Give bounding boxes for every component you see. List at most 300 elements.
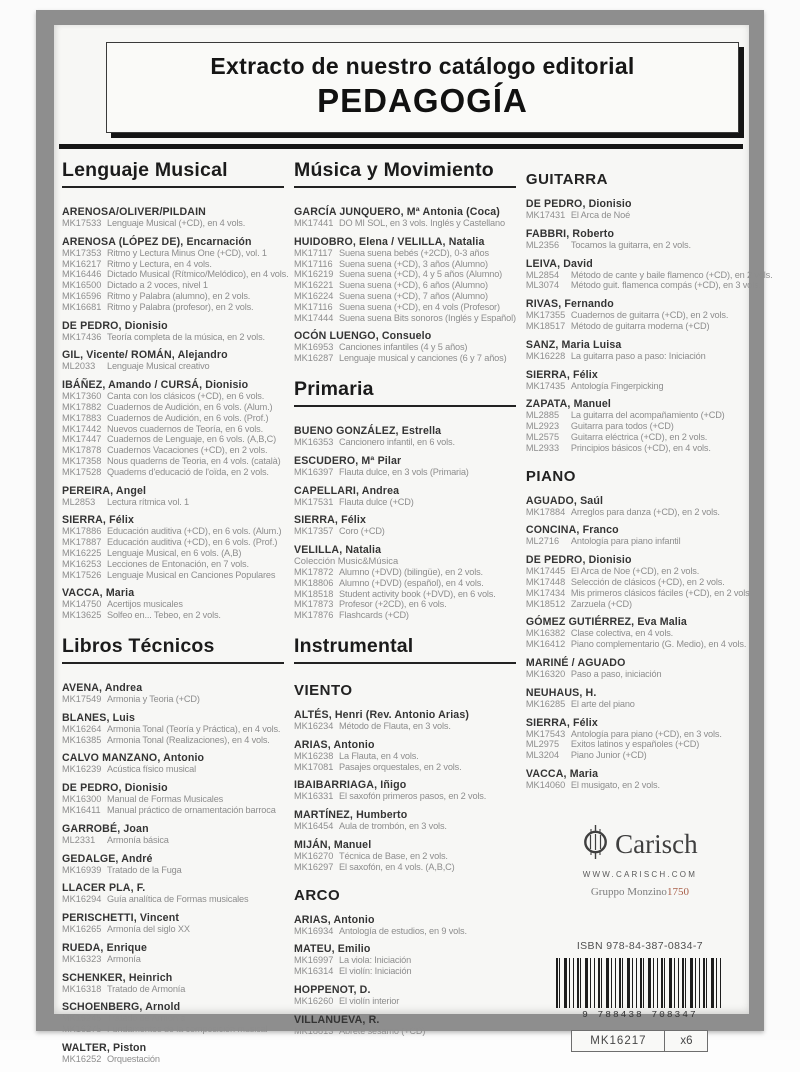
catalog-entry bbox=[526, 616, 754, 650]
item-code: MK16228 bbox=[525, 350, 566, 361]
catalog-entry bbox=[62, 882, 284, 905]
catalog-column-2 bbox=[294, 157, 516, 1072]
catalog-item bbox=[62, 1054, 284, 1065]
item-title: Suena suena (+CD), 4 y 5 años (Alumno) bbox=[339, 269, 503, 280]
item-title: Paso a paso, iniciación bbox=[570, 668, 662, 679]
item-title: Aula de trombón, en 3 vols. bbox=[339, 821, 447, 832]
catalog-entry bbox=[62, 485, 284, 508]
catalog-item bbox=[526, 780, 754, 791]
item-title: Student activity book (+DVD), en 6 vols. bbox=[339, 588, 496, 599]
catalog-entry bbox=[294, 330, 516, 364]
item-code: ML2885 bbox=[525, 410, 560, 421]
catalog-item bbox=[62, 924, 284, 935]
catalog-item bbox=[526, 699, 754, 710]
catalog-item bbox=[62, 724, 284, 735]
entry-author: OCÓN LUENGO, Consuelo bbox=[294, 330, 432, 343]
item-code: MK17448 bbox=[525, 576, 566, 587]
catalog-entry bbox=[294, 485, 516, 508]
item-code: MK16253 bbox=[62, 558, 102, 569]
item-title: Lenguaje Musical (+CD), en 4 vols. bbox=[107, 218, 246, 228]
item-code: MK17872 bbox=[294, 566, 334, 577]
catalog-entry bbox=[62, 682, 284, 705]
catalog-item bbox=[294, 851, 516, 862]
item-code: MK16265 bbox=[62, 924, 102, 935]
catalog-entry bbox=[62, 1042, 284, 1065]
item-title: Armonia Tonal (Realizaciones), en 4 vols. bbox=[107, 734, 270, 745]
item-title: Dictado a 2 voces, nivel 1 bbox=[107, 280, 208, 291]
entry-author: ALTÉS, Henri (Rev. Antonio Arias) bbox=[294, 708, 470, 721]
catalog-entry bbox=[526, 687, 754, 710]
item-title: Lenguaje Musical creativo bbox=[107, 361, 210, 372]
item-title: Guía analítica de Formas musicales bbox=[107, 894, 249, 905]
item-code: MK17117 bbox=[294, 247, 333, 258]
catalog-entry bbox=[62, 1001, 284, 1035]
entry-author: SCHENKER, Heinrich bbox=[62, 971, 173, 984]
item-title: El saxofón, en 4 vols. (A,B,C) bbox=[339, 861, 455, 872]
item-title: Quaderns d'educació de l'oïda, en 2 vols. bbox=[107, 466, 269, 477]
item-title: Orquestación bbox=[107, 1054, 160, 1065]
item-title: Piano Junior (+CD) bbox=[570, 750, 647, 761]
item-title: Selección de clásicos (+CD), en 2 vols. bbox=[570, 576, 725, 587]
item-code: MK17887 bbox=[62, 537, 102, 548]
item-code: MK17876 bbox=[294, 610, 334, 621]
isbn-label: ISBN 978-84-387-0834-7 bbox=[576, 939, 703, 952]
entry-author: VACCA, Maria bbox=[62, 587, 135, 600]
catalog-item bbox=[62, 735, 284, 746]
page-title: PEDAGOGÍA bbox=[317, 82, 528, 119]
catalog-item bbox=[294, 313, 516, 324]
catalog-item bbox=[62, 218, 284, 229]
item-code: MK16239 bbox=[62, 764, 102, 775]
catalog-entry bbox=[62, 972, 284, 995]
catalog-item bbox=[526, 577, 754, 588]
catalog-entry bbox=[526, 228, 754, 251]
item-title: Principios básicos (+CD), en 4 vols. bbox=[570, 442, 711, 453]
item-code: MK16681 bbox=[62, 301, 102, 312]
catalog-entry bbox=[62, 320, 284, 343]
item-code: MK16287 bbox=[294, 353, 334, 364]
entry-author: RUEDA, Enrique bbox=[62, 941, 148, 954]
entry-author: ARENOSA (LÓPEZ DE), Encarnación bbox=[62, 235, 252, 248]
catalog-entry bbox=[294, 779, 516, 802]
catalog-entry bbox=[526, 717, 754, 761]
item-title: Fundamentos de la composición musical bbox=[107, 1024, 268, 1035]
catalog-item bbox=[526, 669, 754, 680]
catalog-item bbox=[62, 332, 284, 343]
catalog-item bbox=[525, 269, 773, 281]
entry-author: DE PEDRO, Dionisio bbox=[62, 782, 168, 795]
catalog-entry bbox=[294, 839, 516, 873]
item-code: MK16270 bbox=[294, 850, 334, 861]
entry-author: ARENOSA/OLIVER/PILDAIN bbox=[62, 206, 206, 218]
entry-author: VACCA, Maria bbox=[525, 767, 599, 780]
item-code: MK17549 bbox=[62, 693, 102, 704]
item-title: Acertijos musicales bbox=[107, 599, 183, 610]
entry-author: RIVAS, Fernando bbox=[525, 298, 614, 311]
entry-author: CALVO MANZANO, Antonio bbox=[62, 752, 205, 765]
catalog-column-3 bbox=[525, 157, 773, 1072]
catalog-item bbox=[294, 966, 516, 977]
item-title: Flashcards (+CD) bbox=[339, 610, 409, 621]
item-code: MK18813 bbox=[294, 1025, 334, 1036]
item-title: Tratado de Armonía bbox=[107, 983, 186, 994]
item-title: Pasajes orquestales, en 2 vols. bbox=[339, 761, 462, 772]
item-title: Manual de Formas Musicales bbox=[107, 794, 224, 805]
item-title: Teoría completa de la música, en 2 vols. bbox=[107, 331, 265, 342]
catalog-item bbox=[62, 456, 284, 467]
catalog-item bbox=[294, 996, 516, 1007]
item-title: Canciones infantiles (4 y 5 años) bbox=[339, 342, 468, 353]
entry-author: IBÁÑEZ, Amando / CURSÁ, Dionisio bbox=[62, 379, 249, 392]
item-code: MK16385 bbox=[62, 734, 102, 745]
item-title: Armonia y Teoria (+CD) bbox=[107, 693, 200, 704]
catalog-item bbox=[62, 402, 284, 413]
entry-author: CONCINA, Franco bbox=[525, 524, 619, 537]
catalog-item bbox=[526, 750, 754, 761]
catalog-item bbox=[62, 865, 284, 876]
catalog-item bbox=[294, 926, 516, 937]
catalog-item bbox=[294, 280, 516, 291]
catalog-item bbox=[526, 321, 754, 332]
catalog-item bbox=[294, 762, 516, 773]
catalog-item bbox=[526, 536, 754, 547]
item-code: MK16997 bbox=[294, 955, 334, 966]
item-code: MK16234 bbox=[294, 720, 334, 731]
catalog-entry bbox=[526, 768, 754, 791]
item-code: MK17445 bbox=[525, 566, 566, 577]
catalog-item bbox=[294, 353, 516, 364]
item-title: Zarzuela (+CD) bbox=[570, 598, 632, 609]
item-code: MK17434 bbox=[525, 587, 566, 598]
catalog-entry bbox=[294, 809, 516, 832]
catalog-entry bbox=[526, 298, 754, 332]
item-code: MK16331 bbox=[294, 791, 334, 802]
catalog-entry bbox=[525, 257, 773, 292]
item-code: MK17116 bbox=[294, 258, 333, 269]
catalog-item bbox=[62, 497, 284, 508]
catalog-item bbox=[62, 291, 284, 302]
entry-author: ZAPATA, Manuel bbox=[525, 398, 611, 411]
item-title: Abrete sésamo (+CD) bbox=[339, 1025, 426, 1036]
catalog-entry bbox=[526, 339, 754, 362]
catalog-item bbox=[294, 862, 516, 873]
catalog-item bbox=[526, 351, 754, 362]
item-title: La Flauta, en 4 vols. bbox=[339, 750, 419, 761]
item-title: El violín: Iniciación bbox=[339, 966, 412, 977]
item-title: Coro (+CD) bbox=[339, 526, 385, 537]
catalog-item bbox=[526, 421, 754, 432]
catalog-item bbox=[526, 507, 754, 518]
catalog-item bbox=[294, 526, 516, 537]
item-code: MK17358 bbox=[62, 455, 102, 466]
entry-author: HOPPENOT, D. bbox=[294, 983, 371, 996]
entry-author: SIERRA, Félix bbox=[62, 514, 135, 527]
item-title: El Arca de Noé bbox=[570, 210, 631, 220]
item-title: Antología para piano (+CD), en 3 vols. bbox=[570, 728, 722, 739]
item-title: Antología para piano infantil bbox=[570, 536, 681, 547]
brand-name: Carisch bbox=[615, 828, 698, 859]
catalog-item bbox=[526, 588, 754, 599]
item-code: ML3074 bbox=[525, 280, 560, 291]
catalog-item bbox=[294, 497, 516, 508]
item-code: ML2575 bbox=[525, 431, 560, 442]
catalog-item bbox=[62, 984, 284, 995]
catalog-item bbox=[525, 280, 761, 291]
catalog-item bbox=[62, 694, 284, 705]
entry-author: FABBRI, Roberto bbox=[525, 227, 615, 240]
item-code: ML2854 bbox=[525, 269, 560, 280]
catalog-item bbox=[294, 955, 516, 966]
item-title: La guitarra paso a paso: Iniciación bbox=[570, 350, 706, 361]
catalog-item bbox=[62, 835, 284, 846]
item-code: MK17441 bbox=[294, 218, 334, 228]
lyre-circle-icon bbox=[582, 825, 609, 864]
catalog-item bbox=[526, 310, 754, 321]
item-code: MK17442 bbox=[62, 423, 102, 434]
catalog-entry bbox=[526, 198, 754, 221]
subsection-header: GUITARRA bbox=[525, 171, 608, 188]
catalog-item bbox=[62, 259, 284, 270]
entry-author: PERISCHETTI, Vincent bbox=[62, 912, 180, 925]
entry-author: ESCUDERO, Mª Pilar bbox=[294, 454, 402, 467]
item-code: MK17355 bbox=[525, 310, 566, 321]
item-title: Solfeo en... Tebeo, en 2 vols. bbox=[107, 610, 221, 621]
item-code: MK18518 bbox=[294, 588, 334, 599]
catalog-item bbox=[294, 791, 516, 802]
entry-author: GEDALGE, André bbox=[62, 852, 153, 865]
catalog-item bbox=[62, 445, 284, 456]
item-title: Suena suena bebés (+2CD), 0-3 años bbox=[339, 247, 489, 258]
publisher-footer bbox=[526, 825, 754, 1052]
catalog-item bbox=[62, 434, 284, 445]
catalog-item bbox=[526, 410, 754, 421]
catalog-entry bbox=[294, 425, 516, 448]
subsection-header: ARCO bbox=[294, 886, 341, 904]
entry-author: VELILLA, Natalia bbox=[294, 544, 382, 557]
item-title: Antología Fingerpicking bbox=[570, 380, 664, 391]
item-title: Tocamos la guitarra, en 2 vols. bbox=[570, 239, 691, 250]
catalog-entry bbox=[526, 495, 754, 518]
catalog-item bbox=[294, 751, 516, 762]
item-title: Clase colectiva, en 4 vols. bbox=[570, 628, 674, 639]
catalog-item bbox=[526, 240, 754, 251]
item-code: MK16294 bbox=[62, 894, 102, 905]
item-title: Tratado de Armonía bbox=[107, 1013, 186, 1024]
item-code: MK16446 bbox=[62, 269, 102, 280]
catalog-item bbox=[526, 729, 754, 740]
item-title: Educación auditiva (+CD), en 6 vols. (Alum.) bbox=[107, 526, 282, 537]
publisher-logo bbox=[582, 825, 697, 864]
item-title: Lectura rítmica vol. 1 bbox=[107, 496, 189, 507]
item-code: MK13625 bbox=[62, 610, 102, 621]
item-title: Método guit. flamenca compás (+CD), en 3 vols. bbox=[570, 280, 761, 291]
catalog-item bbox=[294, 218, 516, 229]
item-title: Suena suena (+CD), 6 años (Alumno) bbox=[339, 280, 488, 291]
item-code: MK17431 bbox=[525, 210, 566, 220]
entry-author: DE PEDRO, Dionisio bbox=[62, 319, 168, 332]
item-title: Nous quaderns de Teoria, en 4 vols. (català) bbox=[107, 455, 281, 466]
catalog-entry bbox=[62, 379, 284, 477]
section-header: Música y Movimiento bbox=[294, 159, 516, 188]
item-title: Armonia Tonal (Teoría y Práctica), en 4 vols. bbox=[107, 723, 281, 734]
publisher-group bbox=[591, 886, 689, 898]
catalog-entry bbox=[62, 587, 284, 621]
item-title: Armonía básica bbox=[107, 834, 169, 845]
entry-author: ARIAS, Antonio bbox=[294, 913, 375, 926]
item-code: MK17883 bbox=[62, 412, 102, 423]
catalog-entry bbox=[62, 752, 284, 775]
catalog-item bbox=[62, 467, 284, 478]
item-code: MK16323 bbox=[62, 953, 102, 964]
catalog-item bbox=[294, 342, 516, 353]
header-box bbox=[106, 42, 739, 133]
item-title: Ritmo y Lectura Minus One (+CD), vol. 1 bbox=[107, 247, 267, 258]
item-code: MK17081 bbox=[294, 761, 334, 772]
entry-author: GÓMEZ GUTIÉRREZ, Eva Malia bbox=[525, 616, 687, 629]
entry-author: GARROBÉ, Joan bbox=[62, 822, 149, 835]
item-title: Flauta dulce (+CD) bbox=[339, 496, 414, 507]
item-code: MK16318 bbox=[62, 983, 102, 994]
item-code: MK16353 bbox=[294, 436, 334, 447]
item-title: Cuadernos Vacaciones (+CD), en 2 vols. bbox=[107, 445, 268, 456]
entry-author: MIJÁN, Manuel bbox=[294, 838, 372, 851]
item-code: MK16411 bbox=[62, 804, 101, 815]
item-code: MK16314 bbox=[294, 966, 334, 977]
item-code: MK17435 bbox=[525, 380, 566, 391]
item-code: MK16264 bbox=[62, 723, 102, 734]
catalog-entry bbox=[526, 524, 754, 547]
catalog-column-1 bbox=[62, 157, 289, 1072]
entry-author: LEIVA, David bbox=[525, 257, 593, 270]
item-title: Tratado de la Fuga bbox=[107, 864, 182, 875]
item-code: MK16454 bbox=[294, 821, 334, 832]
entry-note: Colección Music&Música bbox=[294, 555, 399, 567]
item-code: MK16939 bbox=[62, 864, 102, 875]
entry-author: CAPELLARI, Andrea bbox=[294, 484, 400, 497]
subsection-header: PIANO bbox=[525, 467, 576, 485]
catalog-item bbox=[294, 599, 516, 610]
entry-author: SIERRA, Félix bbox=[525, 716, 598, 729]
item-code: MK16217 bbox=[62, 258, 102, 269]
catalog-entry bbox=[62, 349, 284, 372]
entry-author: MARTÍNEZ, Humberto bbox=[294, 809, 408, 822]
catalog-item bbox=[62, 570, 284, 581]
item-code: MK17357 bbox=[294, 526, 334, 537]
entry-author: MATEU, Emilio bbox=[294, 943, 371, 956]
item-title: Ritmo y Palabra (profesor), en 2 vols. bbox=[107, 301, 254, 312]
item-code: MK16245 bbox=[62, 1013, 102, 1024]
item-title: Armonía del siglo XX bbox=[107, 924, 190, 935]
item-title: Suena suena Bits sonoros (Inglés y Español) bbox=[339, 312, 516, 323]
barcode bbox=[556, 958, 724, 1008]
item-code: MK16300 bbox=[62, 794, 102, 805]
item-title: Piano complementario (G. Medio), en 4 vols. bbox=[570, 639, 747, 650]
entry-author: GIL, Vicente/ ROMÁN, Alejandro bbox=[62, 349, 228, 362]
catalog-item bbox=[294, 467, 516, 478]
entry-author: WALTER, Piston bbox=[62, 1042, 147, 1055]
item-title: El arte del piano bbox=[570, 698, 635, 709]
item-code: MK14750 bbox=[62, 599, 102, 610]
book-cover-frame bbox=[36, 10, 773, 1065]
catalog-entry bbox=[526, 398, 754, 453]
publisher-website: WWW.CARISCH.COM bbox=[582, 869, 698, 879]
entry-author: VILLANUEVA, R. bbox=[294, 1013, 380, 1026]
item-title: Cuadernos de Audición, en 6 vols. (Prof.) bbox=[107, 412, 269, 423]
item-code: MK17543 bbox=[525, 728, 566, 739]
item-code: MK16500 bbox=[62, 280, 102, 291]
catalog-item bbox=[62, 361, 284, 372]
catalog-item bbox=[62, 805, 284, 816]
catalog-item bbox=[294, 259, 516, 270]
entry-author: IBAIBARRIAGA, Iñigo bbox=[294, 779, 407, 792]
entry-author: LLACER PLA, F. bbox=[62, 882, 146, 895]
catalog-entry bbox=[526, 657, 754, 680]
catalog-item bbox=[62, 1024, 284, 1035]
catalog-item bbox=[62, 269, 289, 280]
section-header: Primaria bbox=[294, 378, 516, 407]
item-code: ML2331 bbox=[62, 834, 96, 845]
entry-author: SIERRA, Félix bbox=[294, 514, 367, 527]
catalog-item bbox=[294, 248, 516, 259]
item-title: DO MI SOL, en 3 vols. Inglés y Castellano bbox=[339, 218, 505, 228]
catalog-item bbox=[62, 559, 284, 570]
catalog-entry bbox=[62, 782, 284, 816]
catalog-item bbox=[294, 589, 516, 600]
item-code: MK17878 bbox=[62, 445, 102, 456]
item-title: La guitarra del acompañamiento (+CD) bbox=[570, 410, 725, 421]
reference-box bbox=[571, 1030, 708, 1052]
item-code: ML2853 bbox=[62, 496, 96, 507]
item-title: Manual práctico de ornamentación barroca bbox=[107, 804, 276, 815]
catalog-entry bbox=[526, 554, 754, 609]
entry-author: HUIDOBRO, Elena / VELILLA, Natalia bbox=[294, 235, 485, 248]
entry-author: SCHOENBERG, Arnold bbox=[62, 1001, 181, 1014]
item-code: MK17360 bbox=[62, 391, 102, 402]
group-name: Gruppo Monzino bbox=[590, 885, 667, 898]
item-code: MK17526 bbox=[62, 569, 102, 580]
catalog-entry bbox=[526, 369, 754, 392]
item-title: Ritmo y Palabra (alumno), en 2 vols. bbox=[107, 290, 251, 301]
item-title: Cuadernos de Audición, en 6 vols. (Alum.) bbox=[107, 401, 273, 412]
reference-code: MK16217 bbox=[572, 1031, 665, 1051]
item-title: Guitarra eléctrica (+CD), en 2 vols. bbox=[570, 431, 708, 442]
catalog-item bbox=[62, 548, 284, 559]
item-code: ML2716 bbox=[525, 536, 560, 547]
item-code: MK17886 bbox=[62, 526, 102, 537]
item-title: Mis primeros clásicos fáciles (+CD), en 2 vols. bbox=[570, 587, 752, 598]
catalog-item bbox=[62, 413, 284, 424]
catalog-entry bbox=[294, 739, 516, 773]
item-title: Cuadernos de Lenguaje, en 6 vols. (A,B,C) bbox=[107, 434, 277, 445]
item-title: Profesor (+2CD), en 6 vols. bbox=[339, 599, 447, 610]
catalog-entry bbox=[62, 942, 284, 965]
catalog-item bbox=[294, 567, 516, 578]
catalog-entry bbox=[294, 514, 516, 537]
entry-author: DE PEDRO, Dionisio bbox=[525, 198, 632, 210]
catalog-item bbox=[62, 391, 284, 402]
item-title: Dictado Musical (Rítmico/Melódico), en 4 vols. bbox=[107, 269, 289, 280]
catalog-entry bbox=[62, 514, 284, 580]
section-header: Lenguaje Musical bbox=[62, 159, 284, 188]
item-code: MK16382 bbox=[525, 628, 566, 639]
item-code: MK18517 bbox=[525, 320, 566, 331]
item-title: El Arca de Noe (+CD), en 2 vols. bbox=[570, 566, 700, 577]
item-code: MK16225 bbox=[62, 547, 102, 558]
item-title: El musigato, en 2 vols. bbox=[570, 779, 660, 790]
item-code: MK16934 bbox=[294, 925, 334, 936]
item-title: Alumno (+DVD) (español), en 4 vols. bbox=[339, 577, 484, 588]
entry-author: SIERRA, Félix bbox=[525, 368, 598, 381]
